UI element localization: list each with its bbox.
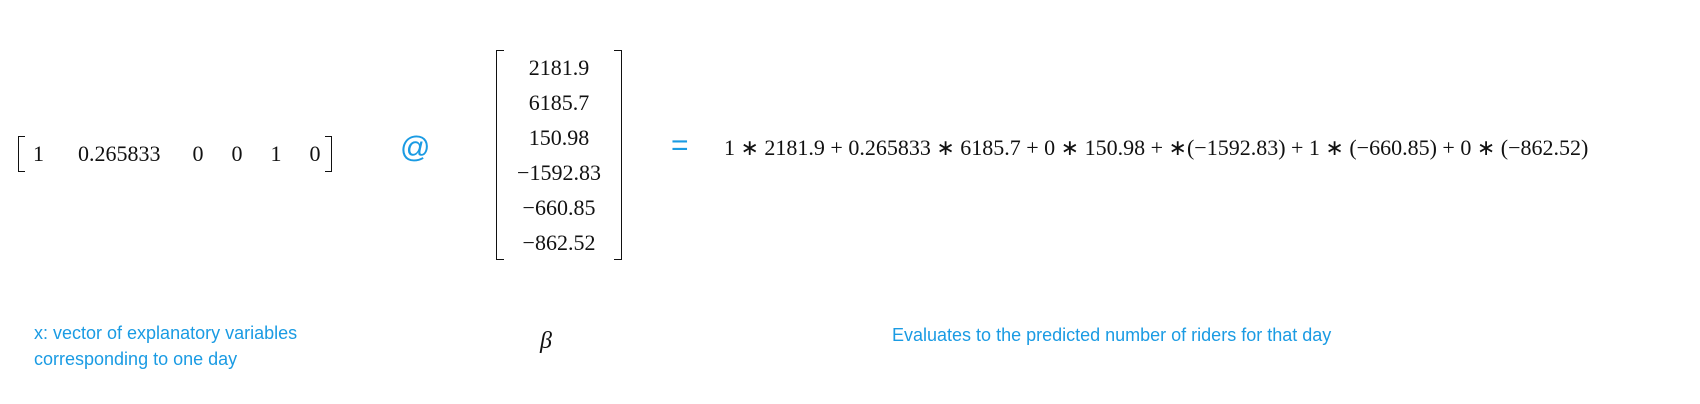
column-entries xyxy=(506,50,612,260)
row-entry: 1 xyxy=(270,141,282,166)
left-bracket xyxy=(18,136,25,172)
x-caption-line: corresponding to one day xyxy=(34,349,238,369)
row-vector-x xyxy=(18,134,332,174)
row-entry: 1 xyxy=(33,141,44,166)
x-caption-line: x: vector of explanatory variables xyxy=(34,323,298,343)
matmul-operator: @ xyxy=(400,131,431,164)
right-bracket xyxy=(325,136,332,172)
column-entry: 2181.9 xyxy=(528,54,590,80)
expanded-expression: 1 ∗ 2181.9 + 0.265833 ∗ 6185.7 + 0 ∗ 150.98 + ∗(−1592.83) + 1 ∗ (−660.85) + 0 ∗ (−862.52) xyxy=(724,135,1589,160)
right-bracket xyxy=(614,50,622,260)
column-entry: 150.98 xyxy=(528,124,590,150)
equals-operator: = xyxy=(671,129,689,162)
row-entry: 0 xyxy=(309,141,321,166)
column-entry: −1592.83 xyxy=(517,159,601,185)
column-entry: −862.52 xyxy=(522,229,596,255)
column-entry: −660.85 xyxy=(522,194,596,220)
x-caption xyxy=(34,320,364,372)
row-entry: 0 xyxy=(192,141,204,166)
column-vector-beta xyxy=(494,50,624,262)
left-bracket xyxy=(496,50,504,260)
beta-label: β xyxy=(540,328,552,354)
row-entry: 0 xyxy=(231,141,243,166)
column-entry: 6185.7 xyxy=(528,89,590,115)
row-entry: 0.265833 xyxy=(78,141,161,166)
evaluates-caption: Evaluates to the predicted number of riders for that day xyxy=(892,325,1332,345)
